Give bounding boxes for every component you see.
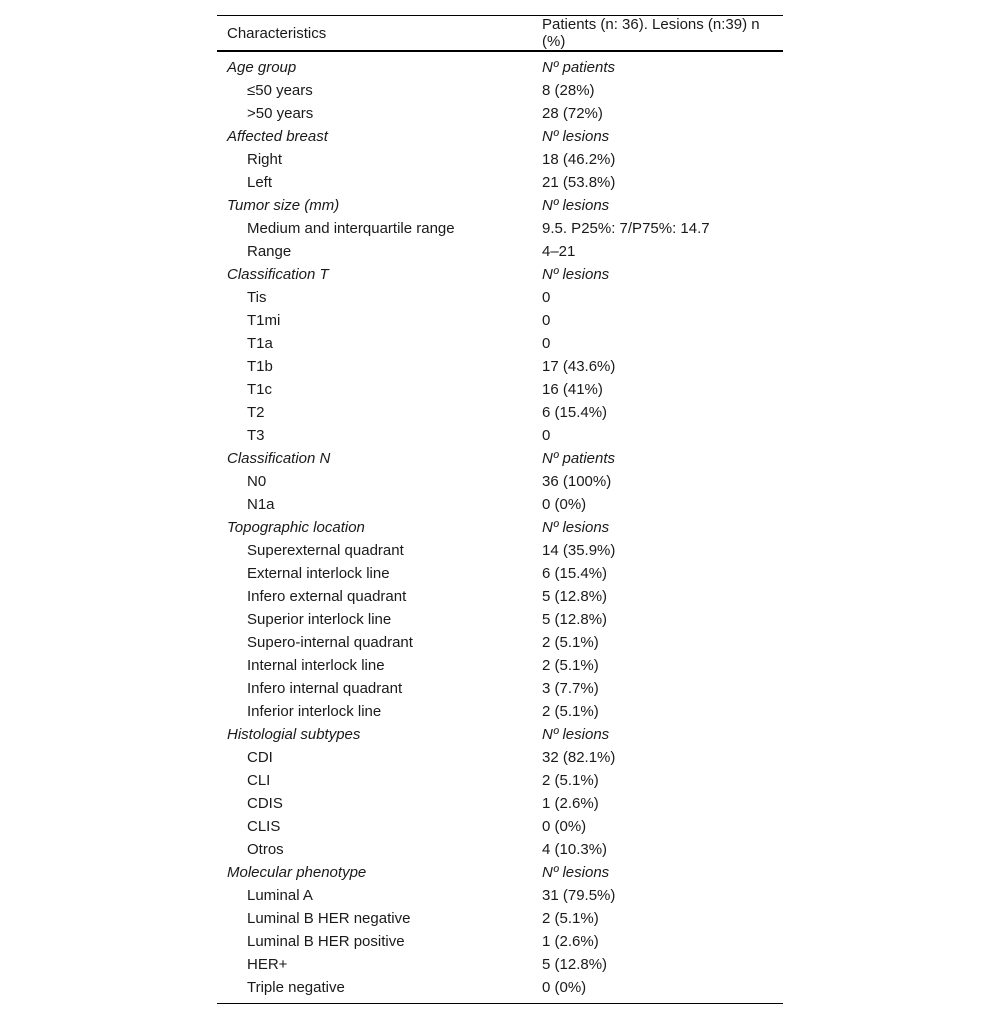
- row-label: Luminal B HER negative: [247, 910, 411, 927]
- row-value: 17 (43.6%): [542, 358, 616, 375]
- table-row: [217, 608, 783, 631]
- characteristics-table: [217, 15, 783, 1004]
- row-label: CDI: [247, 749, 273, 766]
- table-group-row: [217, 861, 783, 884]
- group-unit: Nº lesions: [542, 128, 610, 145]
- group-label: Classification T: [227, 266, 329, 283]
- table-row: [217, 171, 783, 194]
- row-label: Inferior interlock line: [247, 703, 382, 720]
- table-row: [217, 470, 783, 493]
- table-body: [217, 51, 783, 1004]
- row-label: Luminal B HER positive: [247, 933, 405, 950]
- table-row: [217, 953, 783, 976]
- table-row: [217, 217, 783, 240]
- row-value: 28 (72%): [542, 105, 603, 122]
- row-value: 5 (12.8%): [542, 611, 608, 628]
- table-row: [217, 654, 783, 677]
- row-value: 4–21: [542, 243, 576, 260]
- row-label: Left: [247, 174, 273, 191]
- table-group-row: [217, 447, 783, 470]
- group-label: Molecular phenotype: [227, 864, 367, 881]
- group-unit: Nº patients: [542, 450, 616, 467]
- row-value: 2 (5.1%): [542, 703, 599, 720]
- table-row: [217, 838, 783, 861]
- row-value: 2 (5.1%): [542, 657, 599, 674]
- row-label: CLIS: [247, 818, 281, 835]
- table-row: [217, 424, 783, 447]
- table-header-row: [217, 16, 783, 52]
- row-label: Supero-internal quadrant: [247, 634, 413, 651]
- row-value: 0: [542, 335, 551, 352]
- row-value: 5 (12.8%): [542, 588, 608, 605]
- row-value: 0: [542, 289, 551, 306]
- table-header: [217, 16, 783, 52]
- row-value: 18 (46.2%): [542, 151, 616, 168]
- table-row: [217, 102, 783, 125]
- row-label: Right: [247, 151, 283, 168]
- table-row: [217, 286, 783, 309]
- row-label: Tis: [247, 289, 267, 306]
- group-label: Histologial subtypes: [227, 726, 361, 743]
- row-value: 0 (0%): [542, 496, 587, 513]
- row-value: 16 (41%): [542, 381, 603, 398]
- row-label: N0: [247, 473, 267, 490]
- table-row: [217, 539, 783, 562]
- group-unit: Nº lesions: [542, 726, 610, 743]
- table-row: [217, 355, 783, 378]
- row-label: CLI: [247, 772, 271, 789]
- row-value: 5 (12.8%): [542, 956, 608, 973]
- table-row: [217, 332, 783, 355]
- table-row: [217, 700, 783, 723]
- row-label: Infero external quadrant: [247, 588, 407, 605]
- group-unit: Nº lesions: [542, 197, 610, 214]
- table-group-row: [217, 51, 783, 79]
- table-group-row: [217, 263, 783, 286]
- row-label: T1a: [247, 335, 273, 352]
- table-row: [217, 792, 783, 815]
- row-label: T1mi: [247, 312, 281, 329]
- row-value: 8 (28%): [542, 82, 595, 99]
- row-label: Medium and interquartile range: [247, 220, 455, 237]
- table-row: [217, 907, 783, 930]
- row-label: Triple negative: [247, 979, 345, 996]
- row-value: 3 (7.7%): [542, 680, 599, 697]
- characteristics-table-container: [217, 15, 783, 1004]
- row-label: Otros: [247, 841, 284, 858]
- table-group-row: [217, 723, 783, 746]
- row-value: 1 (2.6%): [542, 933, 599, 950]
- group-label: Age group: [227, 59, 297, 76]
- row-value: 9.5. P25%: 7/P75%: 14.7: [542, 220, 710, 237]
- table-row: [217, 815, 783, 838]
- row-label: Internal interlock line: [247, 657, 385, 674]
- row-value: 2 (5.1%): [542, 910, 599, 927]
- table-row: [217, 746, 783, 769]
- group-label: Topographic location: [227, 519, 365, 536]
- table-row: [217, 562, 783, 585]
- row-value: 0: [542, 427, 551, 444]
- row-label: T2: [247, 404, 265, 421]
- table-row: [217, 240, 783, 263]
- row-value: 31 (79.5%): [542, 887, 616, 904]
- table-row: [217, 884, 783, 907]
- table-row: [217, 677, 783, 700]
- row-label: T3: [247, 427, 265, 444]
- table-row: [217, 493, 783, 516]
- row-value: 14 (35.9%): [542, 542, 616, 559]
- row-value: 21 (53.8%): [542, 174, 616, 191]
- row-label: T1c: [247, 381, 273, 398]
- table-row: [217, 930, 783, 953]
- row-label: Range: [247, 243, 292, 260]
- row-value: 0: [542, 312, 551, 329]
- group-unit: Nº patients: [542, 59, 616, 76]
- group-label: Tumor size (mm): [227, 197, 340, 214]
- row-label: Infero internal quadrant: [247, 680, 403, 697]
- row-value: 6 (15.4%): [542, 404, 608, 421]
- row-label: Superexternal quadrant: [247, 542, 404, 559]
- row-value: 2 (5.1%): [542, 634, 599, 651]
- table-row: [217, 631, 783, 654]
- column-header-characteristics: Characteristics: [227, 24, 327, 42]
- row-label: Luminal A: [247, 887, 313, 904]
- row-value: 1 (2.6%): [542, 795, 599, 812]
- row-label: External interlock line: [247, 565, 390, 582]
- row-label: HER+: [247, 956, 288, 973]
- table-row: [217, 309, 783, 332]
- table-row: [217, 585, 783, 608]
- column-header-patients-lesions: Patients (n: 36). Lesions (n:39) n (%): [542, 16, 760, 50]
- group-unit: Nº lesions: [542, 266, 610, 283]
- group-unit: Nº lesions: [542, 864, 610, 881]
- table-group-row: [217, 194, 783, 217]
- row-value: 32 (82.1%): [542, 749, 616, 766]
- row-value: 2 (5.1%): [542, 772, 599, 789]
- row-label: Superior interlock line: [247, 611, 392, 628]
- group-label: Affected breast: [227, 128, 328, 145]
- row-value: 0 (0%): [542, 979, 587, 996]
- row-label: >50 years: [247, 105, 314, 122]
- table-row: [217, 401, 783, 424]
- group-label: Classification N: [227, 450, 331, 467]
- row-label: ≤50 years: [247, 82, 313, 99]
- table-row: [217, 769, 783, 792]
- table-row: [217, 378, 783, 401]
- row-label: N1a: [247, 496, 275, 513]
- table-group-row: [217, 125, 783, 148]
- row-label: CDIS: [247, 795, 283, 812]
- row-value: 36 (100%): [542, 473, 612, 490]
- row-label: T1b: [247, 358, 273, 375]
- table-row: [217, 976, 783, 1004]
- table-group-row: [217, 516, 783, 539]
- group-unit: Nº lesions: [542, 519, 610, 536]
- table-row: [217, 148, 783, 171]
- table-row: [217, 79, 783, 102]
- row-value: 6 (15.4%): [542, 565, 608, 582]
- row-value: 4 (10.3%): [542, 841, 608, 858]
- row-value: 0 (0%): [542, 818, 587, 835]
